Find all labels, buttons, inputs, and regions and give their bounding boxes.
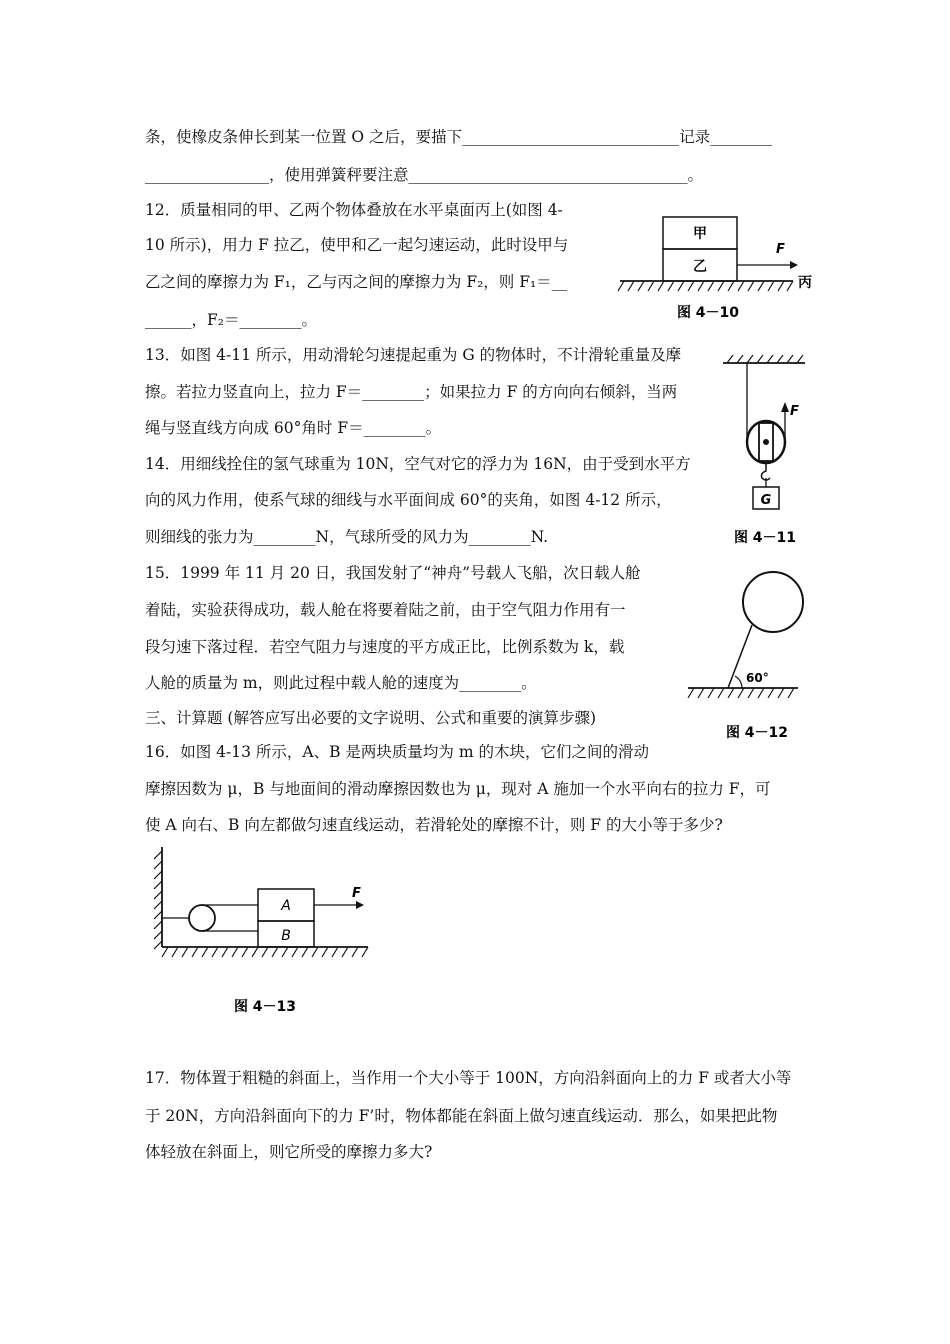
figure-caption: 图 4－12 xyxy=(725,725,789,741)
block-yi-label: 乙 xyxy=(693,259,707,275)
figure-4-12-diagram xyxy=(680,570,810,750)
block-b-label: B xyxy=(281,928,291,944)
text-line: 乙之间的摩擦力为 F₁，乙与丙之间的摩擦力为 F₂，则 F₁＝__ xyxy=(145,273,568,291)
text-line: 使 A 向右、B 向左都做匀速直线运动，若滑轮处的摩擦不计，则 F 的大小等于多少? xyxy=(145,816,723,834)
text-line: 12．质量相同的甲、乙两个物体叠放在水平桌面丙上(如图 4- xyxy=(145,201,563,219)
ground-hatching xyxy=(162,947,368,957)
text-line: ______，F₂＝________。 xyxy=(145,311,317,329)
text-line: 绳与竖直线方向成 60°角时 F＝________。 xyxy=(145,419,442,437)
weight-label: G xyxy=(760,493,772,508)
text-line: 15．1999 年 11 月 20 日，我国发射了“神舟”号载人飞船，次日载人舱 xyxy=(145,564,641,582)
force-label: F xyxy=(776,242,785,257)
text-line: 段匀速下落过程．若空气阻力与速度的平方成正比，比例系数为 k，载 xyxy=(145,638,625,656)
force-label: F xyxy=(352,886,361,901)
pulley-icon xyxy=(189,905,215,931)
block-a-label: A xyxy=(281,898,291,914)
ground-hatching xyxy=(618,281,793,291)
pulley-center xyxy=(763,439,769,445)
figure-4-10 xyxy=(610,205,825,325)
force-arrowhead xyxy=(790,261,798,269)
block-jia-label: 甲 xyxy=(693,226,707,242)
figure-4-10-diagram xyxy=(610,205,825,325)
text-line: 擦。若拉力竖直向上，拉力 F＝________；如果拉力 F 的方向向右倾斜，当两 xyxy=(145,383,678,401)
text-line: 人舱的质量为 m，则此过程中载人舱的速度为________。 xyxy=(145,674,537,692)
force-label: F xyxy=(790,404,799,419)
text-line: 向的风力作用，使系气球的细线与水平面间成 60°的夹角，如图 4-12 所示， xyxy=(145,491,672,509)
force-arrowhead xyxy=(781,402,789,412)
force-arrowhead xyxy=(356,901,364,909)
ceiling-hatching xyxy=(727,355,803,363)
figure-4-11-diagram xyxy=(715,355,815,550)
surface-label: 丙 xyxy=(798,275,812,291)
figure-4-13-diagram xyxy=(150,845,380,1020)
section-heading: 三、计算题 (解答应写出必要的文字说明、公式和重要的演算步骤) xyxy=(145,709,597,727)
wall-hatching xyxy=(154,851,162,949)
text-line: 体轻放在斜面上，则它所受的摩擦力多大? xyxy=(145,1143,433,1161)
figure-caption: 图 4－13 xyxy=(233,999,297,1015)
text-line: 16．如图 4-13 所示，A、B 是两块质量均为 m 的木块，它们之间的滑动 xyxy=(145,743,649,761)
figure-caption: 图 4－10 xyxy=(676,305,740,321)
text-line: 于 20N，方向沿斜面向下的力 F’时，物体都能在斜面上做匀速直线运动．那么，如果把此物 xyxy=(145,1107,778,1125)
text-line: 则细线的张力为________N，气球所受的风力为________N. xyxy=(145,528,549,546)
text-line: 条，使橡皮条伸长到某一位置 O 之后，要描下____________________________记录________ xyxy=(145,128,773,146)
angle-arc xyxy=(735,676,742,688)
angle-label: 60° xyxy=(746,671,769,685)
figure-4-12 xyxy=(680,570,810,750)
text-line: ________________，使用弹簧秤要注意____________________________________。 xyxy=(145,166,704,184)
hook-icon xyxy=(762,463,771,480)
figure-4-13 xyxy=(150,845,380,1020)
text-line: 着陆，实验获得成功，载人舱在将要着陆之前，由于空气阻力作用有一 xyxy=(145,601,626,619)
balloon-icon xyxy=(743,572,803,632)
text-line: 14．用细线拴住的氢气球重为 10N，空气对它的浮力为 16N，由于受到水平方 xyxy=(145,455,691,473)
figure-4-11 xyxy=(715,355,815,550)
text-line: 13．如图 4-11 所示，用动滑轮匀速提起重为 G 的物体时，不计滑轮重量及摩 xyxy=(145,346,682,364)
text-line: 10 所示)，用力 F 拉乙，使甲和乙一起匀速运动，此时设甲与 xyxy=(145,236,569,254)
figure-caption: 图 4－11 xyxy=(733,530,797,546)
text-line: 摩擦因数为 μ，B 与地面间的滑动摩擦因数也为 μ，现对 A 施加一个水平向右的拉力 F，可 xyxy=(145,780,771,798)
ground-hatching xyxy=(688,688,794,698)
text-line: 17．物体置于粗糙的斜面上，当作用一个大小等于 100N，方向沿斜面向上的力 F 或者大小等 xyxy=(145,1069,792,1087)
